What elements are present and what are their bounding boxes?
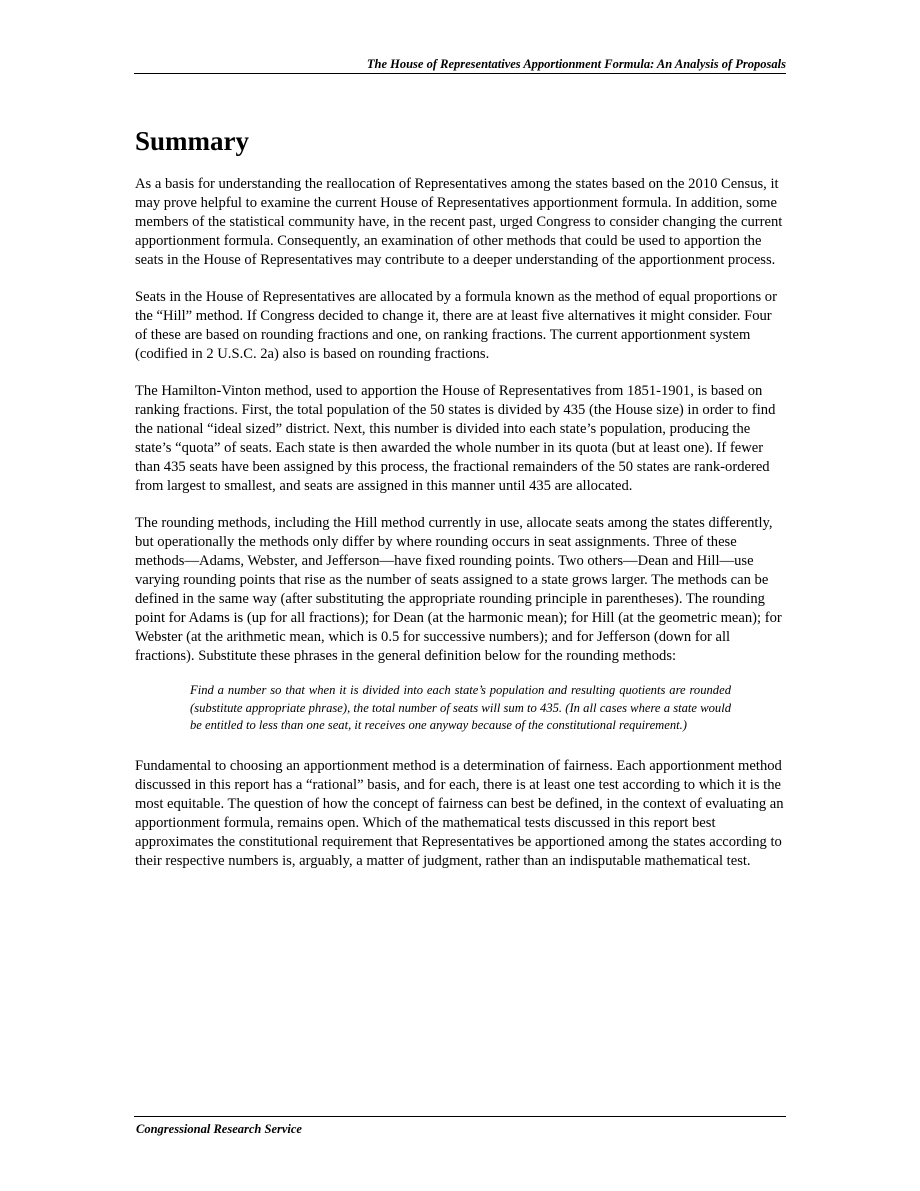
page-title: Summary — [135, 126, 249, 156]
footer-rule — [134, 1116, 786, 1117]
header-rule — [134, 73, 786, 74]
block-quote: Find a number so that when it is divided into each state’s population and resulting quotients are rounded (substitute appropriate phrase), the total number of seats will sum to 435. (In all cases where a state would be entitled to less than one seat, it receives one anyway because of the constitutional requirement.) — [190, 683, 731, 732]
summary-paragraph-1: As a basis for understanding the reallocation of Representatives among the states based on the 2010 Census, it may prove helpful to examine the current House of Representatives apportionment formula. In addition, some members of the statistical community have, in the recent past, urged Congress to consider changing the current apportionment formula. Consequently, an examination of other methods that could be used to apportion the seats in the House of Representatives may contribute to a deeper understanding of the apportionment process. — [135, 176, 783, 268]
running-header: The House of Representatives Apportionment Formula: An Analysis of Proposals — [366, 57, 786, 71]
summary-paragraph-3: The Hamilton-Vinton method, used to apportion the House of Representatives from 1851-1901, is based on ranking fractions. First, the total population of the 50 states is divided by 435 (the House size) in order to find the national “ideal sized” district. Next, this number is divided into each state’s population, producing the state’s “quota” of seats. Each state is then awarded the whole number in its quota (but at least one). If fewer than 435 seats have been assigned by this process, the fractional remainders of the 50 states are rank-ordered from largest to smallest, and seats are assigned in this manner until 435 are allocated. — [135, 383, 776, 494]
summary-paragraph-5: Fundamental to choosing an apportionment method is a determination of fairness. Each apportionment method discussed in this report has a “rational” basis, and for each, there is at least one test according to which it is the most equitable. The question of how the concept of fairness can best be defined, in the context of evaluating an apportionment formula, remains open. Which of the mathematical tests discussed in this report best approximates the constitutional requirement that Representatives be apportioned among the states according to their respective numbers is, arguably, a matter of judgment, rather than an indisputable mathematical test. — [135, 757, 784, 869]
summary-paragraph-2: Seats in the House of Representatives are allocated by a formula known as the method of equal proportions or the “Hill” method. If Congress decided to change it, there are at least five alternatives it might consider. Four of these are based on rounding fractions and one, on ranking fractions. The current apportionment system (codified in 2 U.S.C. 2a) also is based on rounding fractions. — [135, 289, 777, 362]
running-footer: Congressional Research Service — [136, 1122, 302, 1136]
summary-paragraph-4: The rounding methods, including the Hill method currently in use, allocate seats among the states differently, but operationally the methods only differ by where rounding occurs in seat assignments. Three of these methods—Adams, Webster, and Jefferson—have fixed rounding points. Two others—Dean and Hill—use varying rounding points that rise as the number of seats assigned to a state grows larger. The methods can be defined in the same way (after substituting the appropriate rounding principle in parentheses). The rounding point for Adams is (up for all fractions); for Dean (at the harmonic mean); for Hill (at the geometric mean); for Webster (at the arithmetic mean, which is 0.5 for successive numbers); and for Jefferson (down for all fractions). Substitute these phrases in the general definition below for the rounding methods: — [135, 515, 782, 664]
page-content — [135, 124, 786, 889]
